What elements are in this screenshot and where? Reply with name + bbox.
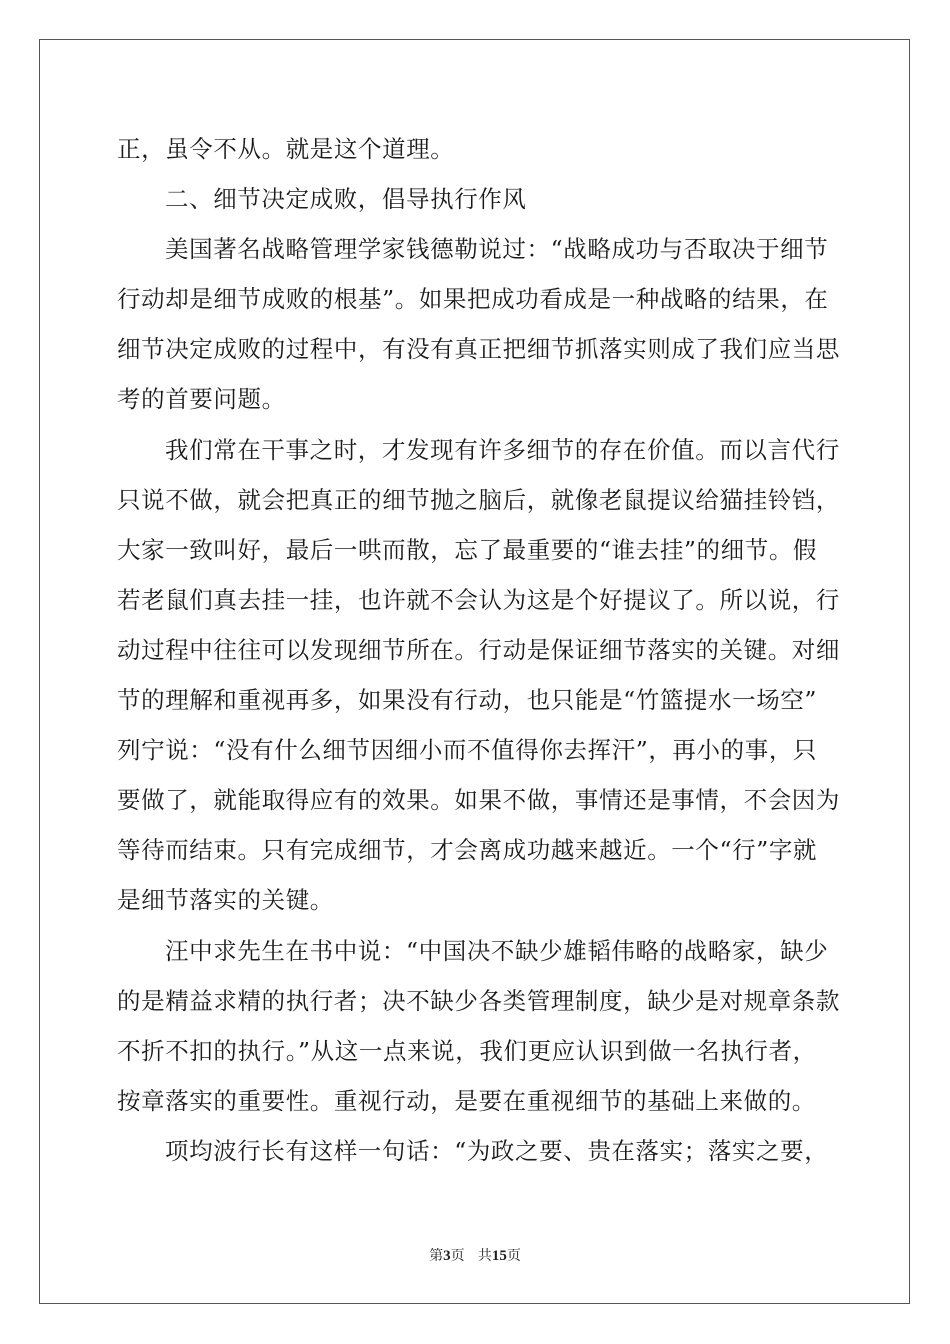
text-line: 若老鼠们真去挂一挂，也许就不会认为这是个好提议了。所以说，行	[117, 585, 840, 614]
page-number: 3	[443, 1248, 451, 1264]
text-line: 正，虽令不从。就是这个道理。	[117, 135, 455, 163]
text-line: 只说不做，就会把真正的细节抛之脑后，就像老鼠提议给猫挂铃铛，	[117, 485, 840, 514]
text-line: 行动却是细节成败的根基”。如果把成功看成是一种战略的结果，在	[117, 285, 829, 314]
text-line: 按章落实的重要性。重视行动，是要在重视细节的基础上来做的。	[117, 1086, 816, 1115]
document-body	[117, 124, 840, 1176]
total-pages: 15	[491, 1248, 507, 1264]
page-prefix: 第	[429, 1248, 444, 1264]
text-line: 列宁说：“没有什么细节因细小而不值得你去挥汗”，再小的事，只	[117, 736, 818, 765]
text-line: 大家一致叫好，最后一哄而散，忘了最重要的“谁去挂”的细节。假	[117, 535, 818, 564]
text-line: 等待而结束。只有完成细节，才会离成功越来越近。一个“行”字就	[117, 836, 818, 865]
text-line: 要做了，就能取得应有的效果。如果不做，事情还是事情，不会因为	[117, 786, 840, 815]
text-line: 我们常在干事之时，才发现有许多细节的存在价值。而以言代行	[165, 435, 840, 464]
text-line: 考的首要问题。	[117, 385, 286, 414]
text-line: 不折不扣的执行。”从这一点来说，我们更应认识到做一名执行者，	[117, 1036, 817, 1065]
text-line: 汪中求先生在书中说：“中国决不缺少雄韬伟略的战略家，缺少	[165, 936, 829, 965]
section-heading: 二、细节决定成败，倡导执行作风	[165, 185, 527, 214]
page-suffix: 页	[450, 1248, 465, 1264]
total-suffix: 页	[506, 1248, 521, 1264]
text-line: 细节决定成败的过程中，有没有真正把细节抓落实则成了我们应当思	[117, 335, 840, 364]
text-line: 节的理解和重视再多，如果没有行动，也只能是“竹篮提水一场空”	[117, 686, 818, 715]
text-line: 是细节落实的关键。	[117, 886, 334, 915]
text-line: 的是精益求精的执行者；决不缺少各类管理制度，缺少是对规章条款	[117, 986, 840, 1015]
page-footer	[0, 1245, 950, 1265]
total-prefix: 共	[477, 1248, 492, 1264]
text-line: 动过程中往往可以发现细节所在。行动是保证细节落实的关键。对细	[117, 635, 840, 664]
text-line: 美国著名战略管理学家钱德勒说过：“战略成功与否取决于细节	[165, 235, 829, 264]
text-line: 项均波行长有这样一句话：“为政之要、贵在落实；落实之要，	[165, 1136, 829, 1165]
